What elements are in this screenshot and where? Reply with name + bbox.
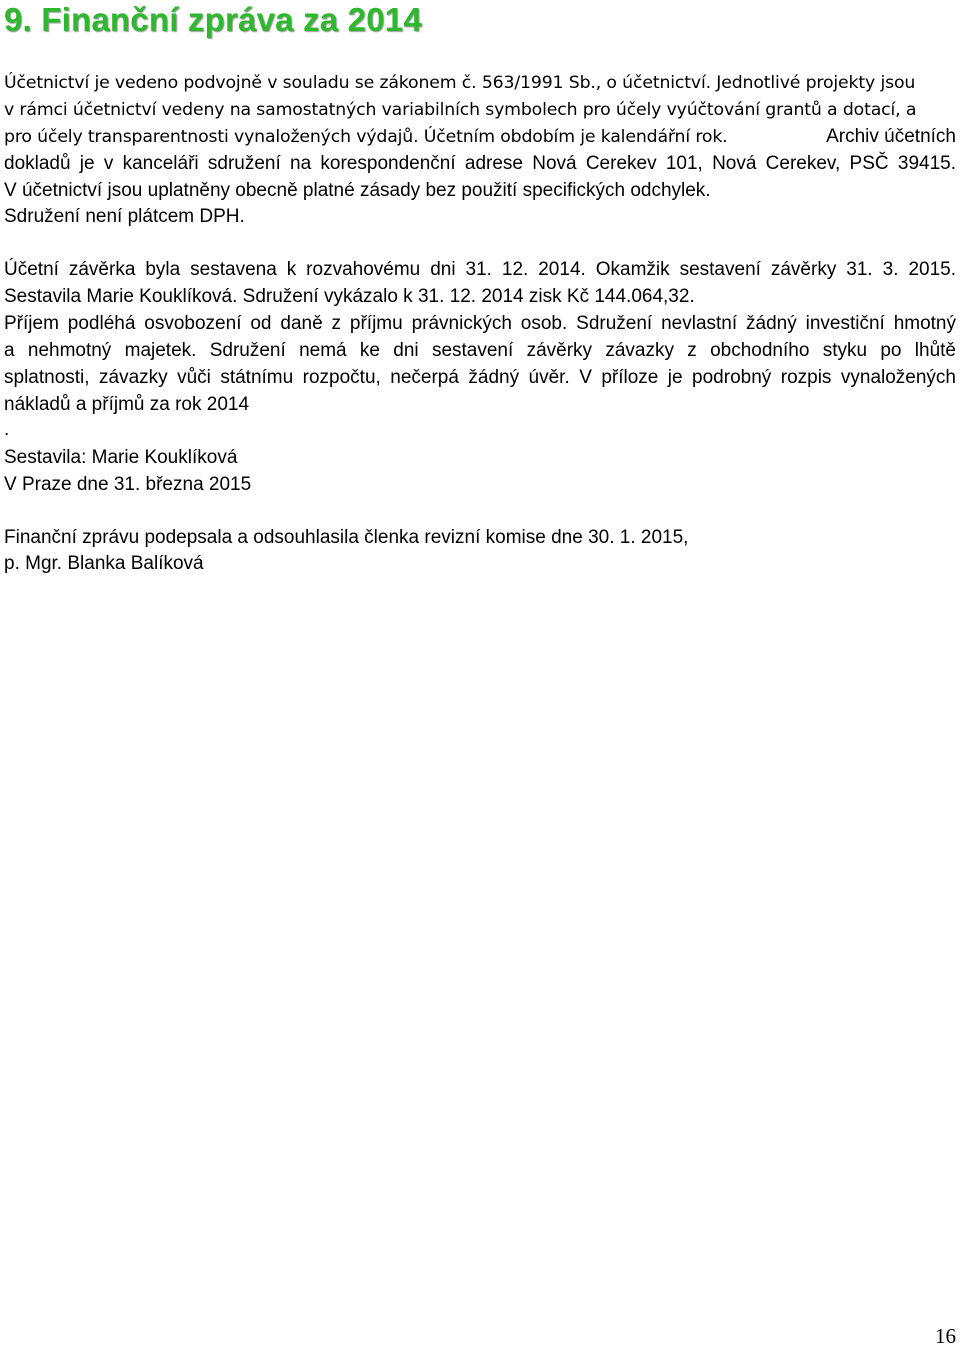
paragraph-2-line-3: Příjem podléhá osvobození od daně z příjmu právnických osob. Sdružení nevlastní žádný investiční hmotný: [4, 313, 956, 334]
paragraph-2-line-4: a nehmotný majetek. Sdružení nemá ke dni sestavení závěrky závazky z obchodního styku po lhůtě: [4, 340, 956, 361]
place-date-line: V Praze dne 31. března 2015: [4, 474, 252, 495]
paragraph-2-line-6: nákladů a příjmů za rok 2014: [4, 394, 250, 415]
page-heading: 9. Finanční zpráva za 2014: [4, 1, 422, 38]
paragraph-2-line-1: Účetní závěrka byla sestavena k rozvahovému dni 31. 12. 2014. Okamžik sestavení závěrky 31. 3. 2015.: [4, 259, 956, 280]
paragraph-1-line-2: v rámci účetnictví vedeny na samostatných variabilních symbolech pro účely vyúčtování grantů a dotací, a: [4, 100, 917, 120]
approval-line-2: p. Mgr. Blanka Balíková: [4, 553, 204, 574]
paragraph-2-line-5: splatnosti, závazky vůči státnímu rozpočtu, nečerpá žádný úvěr. V příloze je podrobný rozpis vynaložených: [4, 367, 956, 388]
approval-line-1: Finanční zprávu podepsala a odsouhlasila členka revizní komise dne 30. 1. 2015,: [4, 527, 689, 548]
paragraph-1-line-5: V účetnictví jsou uplatněny obecně platné zásady bez použití specifických odchylek.: [4, 180, 711, 201]
paragraph-2-line-2: Sestavila Marie Kouklíková. Sdružení vykázalo k 31. 12. 2014 zisk Kč 144.064,32.: [4, 286, 695, 307]
paragraph-1-line-6: Sdružení není plátcem DPH.: [4, 206, 245, 227]
paragraph-1-line-4: dokladů je v kanceláři sdružení na korespondenční adrese Nová Cerekev 101, Nová Cerekev, PSČ 39415.: [4, 153, 956, 174]
paragraph-1-line-3-tail: Archiv účetních: [826, 126, 956, 147]
page-number: 16: [935, 1324, 956, 1348]
paragraph-1-line-3: pro účely transparentnosti vynaložených výdajů. Účetním obdobím je kalendářní rok.: [4, 127, 728, 147]
paragraph-2-line-7: .: [4, 419, 10, 440]
author-line: Sestavila: Marie Kouklíková: [4, 447, 238, 468]
paragraph-1-line-1: Účetnictví je vedeno podvojně v souladu se zákonem č. 563/1991 Sb., o účetnictví. Jednotlivé projekty jsou: [4, 73, 916, 93]
